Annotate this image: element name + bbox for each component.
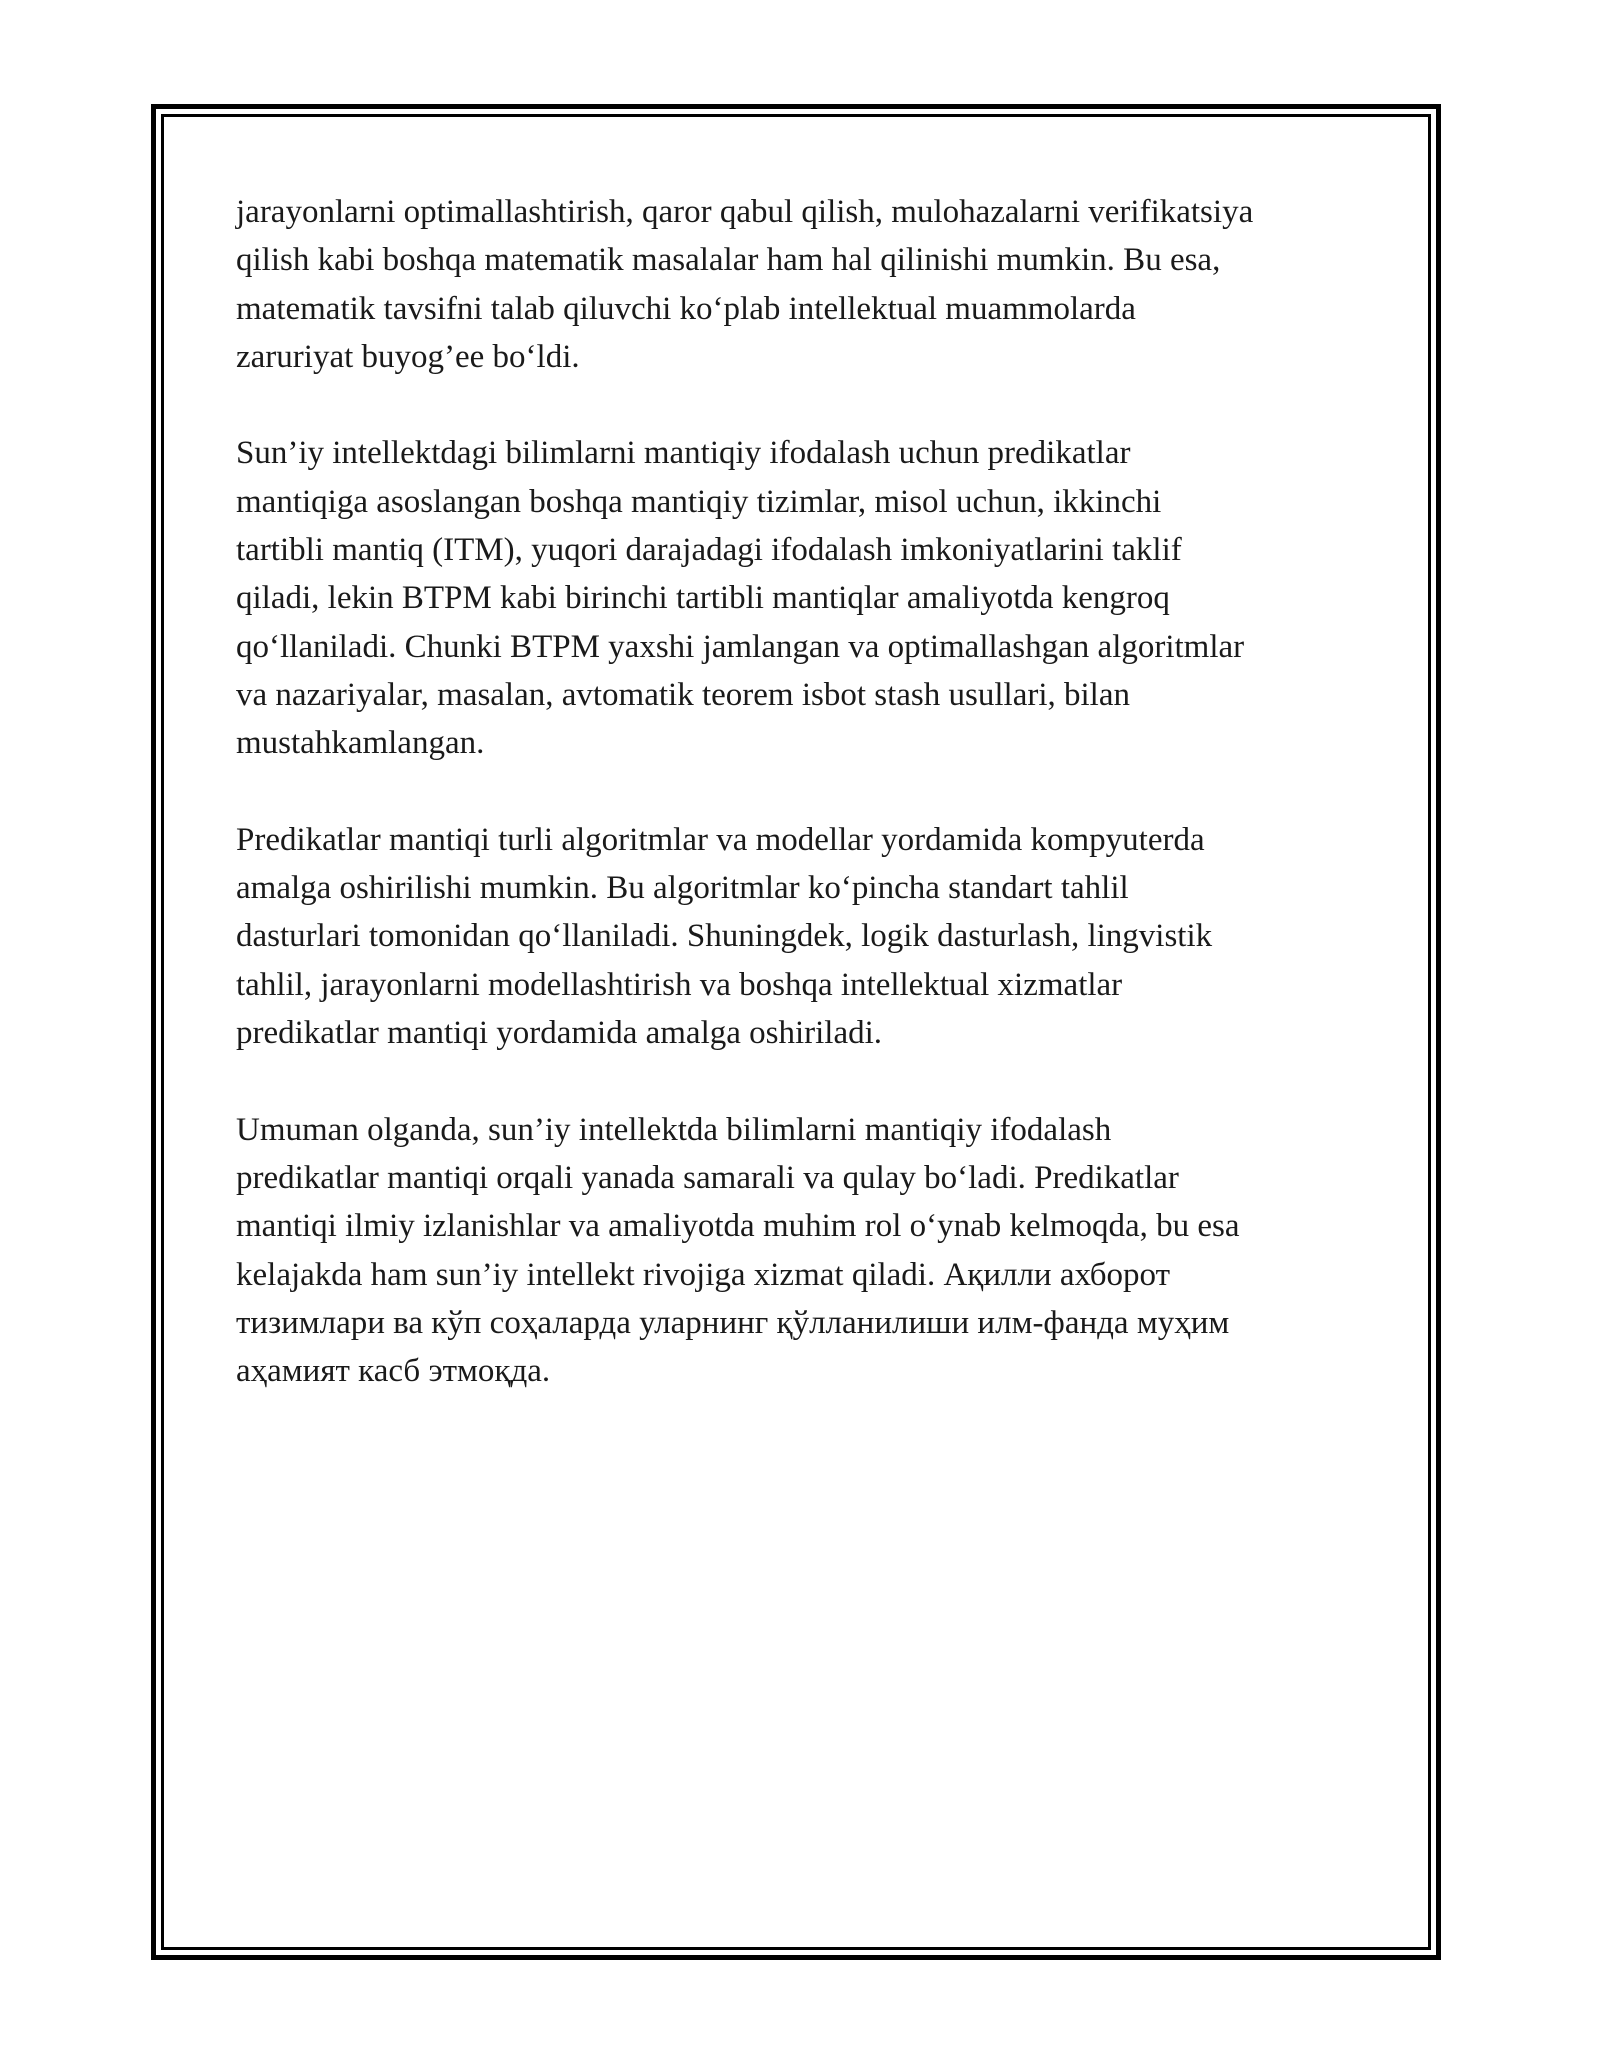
paragraph-3: Predikatlar mantiqi turli algoritmlar va modellar yordamida kompyuterda amalga oshirilishi mumkin. Bu algoritmlar ko‘pincha standart tahlil dasturlari tomonidan qo‘llaniladi. Shuningdek, logik dasturlash, lingvistik tahlil, jarayonlarni modellashtirish va boshqa intellektual xizmatlar predikatlar mantiqi yordamida amalga oshiriladi.	[236, 821, 1213, 1052]
paragraph-2: Sun’iy intellektdagi bilimlarni mantiqiy ifodalash uchun predikatlar mantiqiga asoslangan boshqa mantiqiy tizimlar, misol uchun, ikkinchi tartibli mantiq (ITM), yuqori darajadagi ifodalash imkoniyatlarini taklif qiladi, lekin BTPM kabi birinchi tartibli mantiqlar amaliyotda kengroq qo‘llaniladi. Chunki BTPM yaxshi jamlangan va optimallashgan algoritmlar va nazariyalar, masalan, avtomatik teorem isbot stash usullari, bilan mustahkamlangan.	[236, 435, 1245, 762]
paragraph-1: jarayonlarni optimallashtirish, qaror qabul qilish, mulohazalarni verifikatsiya qilish kabi boshqa matematik masalalar ham hal qilinishi mumkin. Bu esa, matematik tavsifni talab qiluvchi ko‘plab intellektual muammolarda zaruriyat buyog’ee bo‘ldi.	[236, 194, 1254, 375]
paragraph-4: Umuman olganda, sun’iy intellektda bilimlarni mantiqiy ifodalash predikatlar mantiqi orqali yanada samarali va qulay bo‘ladi. Predikatlar mantiqi ilmiy izlanishlar va amaliyotda muhim rol o‘ynab kelmoqda, bu esa kelajakda ham sun’iy intellekt rivojiga xizmat qiladi. Ақилли ахборот тизимлари ва кўп соҳаларда уларнинг қўлланилиши илм-фанда муҳим аҳамият касб этмоқда.	[236, 1111, 1240, 1390]
page-content	[236, 188, 1376, 1444]
